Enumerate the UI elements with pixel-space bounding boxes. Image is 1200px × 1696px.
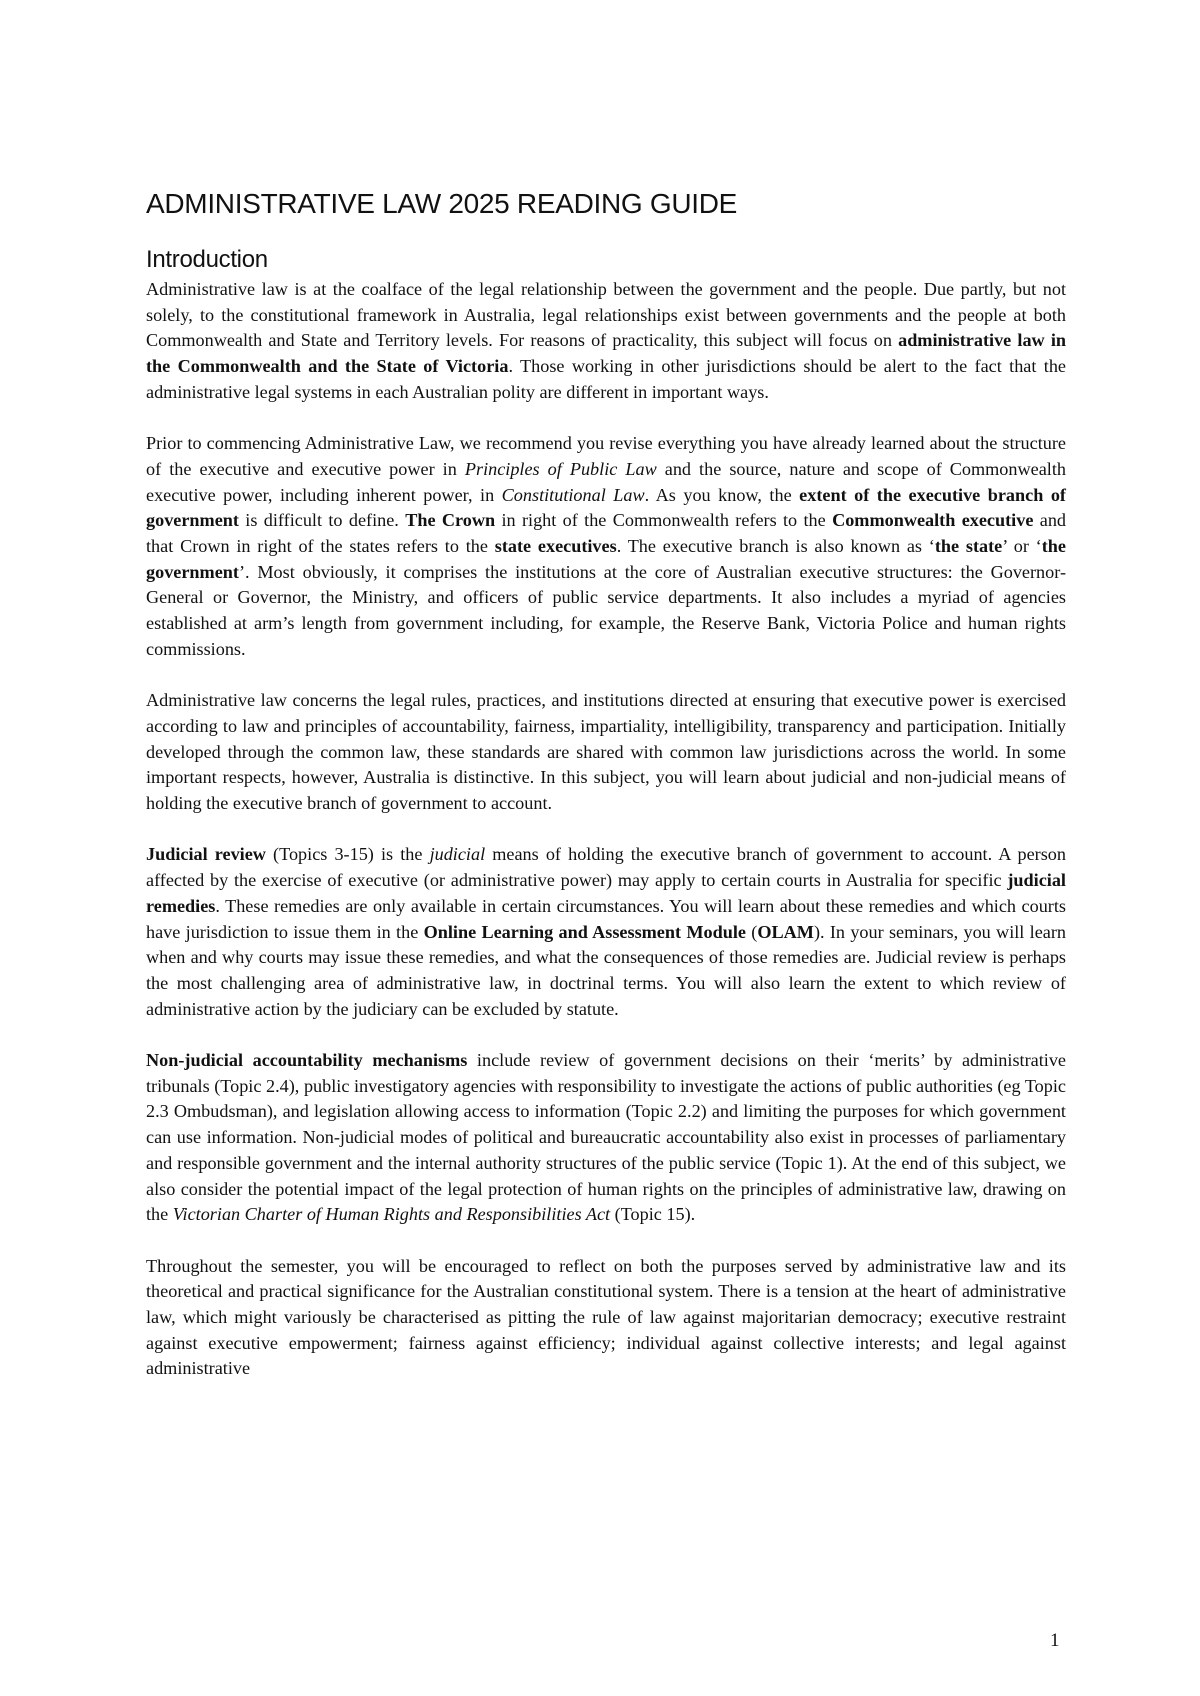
paragraph-non-judicial <box>146 1048 1066 1228</box>
bold-text: judicial remedies <box>146 870 1066 916</box>
text-span: means of holding the executive branch of government to account. A person affected by the exercise of executive (or administrative power) may apply to certain courts in Australia for specific <box>146 844 1066 891</box>
italic-text: judicial <box>429 844 486 865</box>
italic-text: Principles of Public Law <box>464 458 657 479</box>
bold-text: The Crown <box>405 510 496 531</box>
paragraph-administrative-law <box>146 688 1066 817</box>
bold-text: Commonwealth executive <box>832 510 1034 531</box>
text-span: Throughout the semester, you will be encouraged to reflect on both the purposes served by administrative law and its theoretical and practical significance for the Australian constitutional system. There is a tension at the heart of administrative law, which might variously be characterised as pitting the rule of law against majoritarian democracy; executive restraint against executive empowerment; fairness against efficiency; individual against collective interests; and legal against administrative <box>146 1255 1066 1379</box>
paragraph-executive-branch <box>146 431 1066 662</box>
text-span: ’ or ‘ <box>1002 536 1042 557</box>
page-content <box>146 183 1066 1408</box>
italic-text: Victorian Charter of Human Rights and Responsibilities Act <box>172 1204 611 1225</box>
document-title: ADMINISTRATIVE LAW 2025 READING GUIDE <box>146 188 738 219</box>
text-span: ( <box>745 921 758 942</box>
page-number: 1 <box>1050 1630 1060 1651</box>
bold-text: administrative law in the Commonwealth and the State of Victoria <box>146 330 1066 377</box>
text-span: in right of the Commonwealth refers to the <box>495 510 833 531</box>
bold-text: the state <box>934 536 1003 557</box>
text-span: is difficult to define. <box>238 510 406 531</box>
text-span: . As you know, the <box>644 484 800 505</box>
text-span: Administrative law concerns the legal rules, practices, and institutions directed at ensuring that executive power is exercised according to law and principles of accountability, fairness, impartiality, intelligibility, transparency and participation. Initially developed through the common law, these standards are shared with common law jurisdictions across the world. In some important respects, however, Australia is distinctive. In this subject, you will learn about judicial and non-judicial means of holding the executive branch of government to account. <box>146 690 1066 814</box>
paragraph-semester <box>146 1254 1066 1383</box>
italic-text: Constitutional Law <box>501 484 645 505</box>
text-span: ’. Most obviously, it comprises the institutions at the core of Australian executive structures: the Governor-General or Governor, the Ministry, and officers of public service departments. It also includes a myriad of agencies established at arm’s length from government including, for example, the Reserve Bank, Victoria Police and human rights commissions. <box>146 561 1066 659</box>
paragraph-judicial-review <box>146 842 1066 1022</box>
text-span: . These remedies are only available in certain circumstances. You will learn about these remedies and which courts have jurisdiction to issue them in the <box>146 895 1066 942</box>
bold-text: OLAM <box>757 921 814 942</box>
section-heading: Introduction <box>146 246 268 273</box>
text-span: (Topics 3-15) is the <box>265 844 430 865</box>
text-span: Prior to commencing Administrative Law, we recommend you revise everything you have already learned about the structure of the executive and executive power in <box>146 433 1066 479</box>
bold-text: Non-judicial accountability mechanisms <box>146 1050 468 1071</box>
text-span: and that Crown in right of the states refers to the <box>146 510 1067 557</box>
paragraph-introduction <box>146 277 1066 406</box>
text-span: and the source, nature and scope of Commonwealth executive power, including inherent power, in <box>146 458 1066 505</box>
bold-text: Online Learning and Assessment Module <box>423 921 746 942</box>
text-span: . The executive branch is also known as ‘ <box>616 536 935 557</box>
bold-text: the government <box>146 536 1066 582</box>
bold-text: Judicial review <box>146 844 266 865</box>
text-span: ). In your seminars, you will learn when and why courts may issue these remedies, and what the consequences of those remedies are. Judicial review is perhaps the most challenging area of administrative law, in doctrinal terms. You will also learn the extent to which review of administrative action by the judiciary can be excluded by statute. <box>146 921 1067 1019</box>
text-span: . Those working in other jurisdictions should be alert to the fact that the administrative legal systems in each Australian polity are different in important ways. <box>146 356 1066 402</box>
bold-text: state executives <box>494 536 617 557</box>
text-span: include review of government decisions on their ‘merits’ by administrative tribunals (Topic 2.4), public investigatory agencies with responsibility to investigate the actions of public authorities (eg Topic 2.3 Ombudsman), and legislation allowing access to information (Topic 2.2) and limiting the purposes for which government can use information. Non-judicial modes of political and bureaucratic accountability also exist in processes of parliamentary and responsible government and the internal authority structures of the public service (Topic 1). At the end of this subject, we also consider the potential impact of the legal protection of human rights on the principles of administrative law, drawing on the <box>146 1050 1066 1225</box>
bold-text: extent of the executive branch of government <box>146 484 1066 531</box>
text-span: Administrative law is at the coalface of the legal relationship between the government and the people. Due partly, but not solely, to the constitutional framework in Australia, legal relationships exist between governments and the people at both Commonwealth and State and Territory levels. For reasons of practicality, this subject will focus on <box>146 279 1066 351</box>
text-span: (Topic 15). <box>610 1204 696 1225</box>
